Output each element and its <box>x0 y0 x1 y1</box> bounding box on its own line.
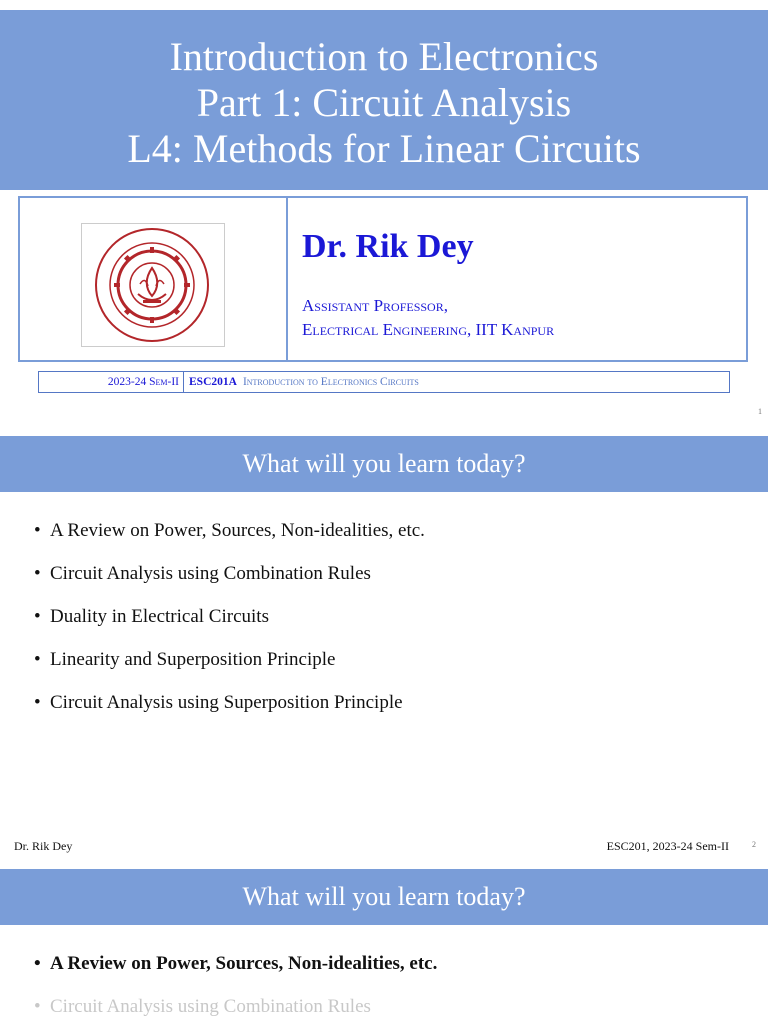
agenda-slide-highlight <box>0 869 768 1024</box>
title-line-1: Introduction to Electronics <box>169 34 599 79</box>
section-heading: What will you learn today? <box>0 436 768 492</box>
agenda-bullet: • A Review on Power, Sources, Non-idealities, etc. <box>34 520 425 541</box>
title-line-2: Part 1: Circuit Analysis <box>196 80 572 125</box>
presenter-role-line-1: Assistant Professor, <box>302 296 448 315</box>
agenda-bullet: • Linearity and Superposition Principle <box>34 649 336 670</box>
agenda-bullet: • Circuit Analysis using Superposition Principle <box>34 692 403 713</box>
agenda-bullet-active: • A Review on Power, Sources, Non-idealities, etc. <box>34 953 438 974</box>
bullet-icon: • <box>34 649 41 670</box>
bullet-icon: • <box>34 692 41 713</box>
bullet-icon: • <box>34 953 41 974</box>
course-name: Introduction to Electronics Circuits <box>242 376 419 388</box>
page-number: 1 <box>758 407 762 416</box>
bullet-icon: • <box>34 606 41 627</box>
agenda-bullet: • Circuit Analysis using Combination Rules <box>34 563 371 584</box>
title-banner <box>0 10 768 190</box>
course-label <box>189 372 419 392</box>
page-number: 2 <box>752 840 756 849</box>
presenter-divider <box>286 198 288 360</box>
presenter-box <box>18 196 748 362</box>
agenda-slide <box>0 436 768 868</box>
bullet-icon: • <box>34 563 41 584</box>
title-line-3: L4: Methods for Linear Circuits <box>127 126 641 171</box>
presenter-role-line-2: Electrical Engineering, IIT Kanpur <box>302 320 555 339</box>
logo-frame <box>81 223 225 347</box>
presenter-name: Dr. Rik Dey <box>302 228 474 265</box>
iit-kanpur-logo-icon <box>93 226 211 344</box>
agenda-bullet-faded: • Circuit Analysis using Combination Rules <box>34 996 371 1017</box>
course-code: ESC201A <box>189 376 237 388</box>
bullet-icon: • <box>34 520 41 541</box>
title-slide <box>0 0 768 432</box>
presenter-role <box>302 294 554 342</box>
section-heading: What will you learn today? <box>0 869 768 925</box>
footer-course: ESC201, 2023-24 Sem-II <box>606 839 729 853</box>
semester-label: 2023-24 Sem-II <box>39 372 184 392</box>
bullet-icon: • <box>34 996 41 1017</box>
course-strip <box>38 371 730 393</box>
agenda-bullet: • Duality in Electrical Circuits <box>34 606 269 627</box>
footer-author: Dr. Rik Dey <box>14 839 73 853</box>
